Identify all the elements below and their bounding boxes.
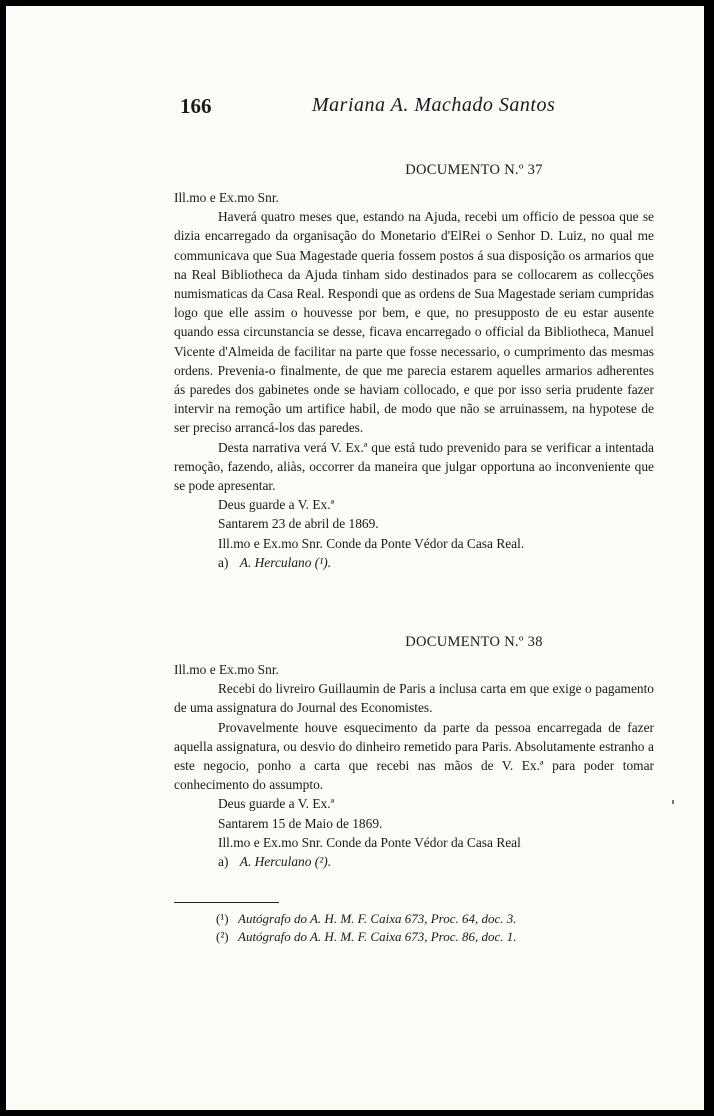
running-head: Mariana A. Machado Santos: [312, 94, 556, 116]
footnote: (¹) Autógrafo do A. H. M. F. Caixa 673, Proc. 64, doc. 3.: [216, 911, 517, 926]
recipient: Ill.mo e Ex.mo Snr. Conde da Ponte Védor da Casa Real: [218, 834, 521, 850]
footnote-rule: [174, 902, 279, 903]
page-number: 166: [180, 94, 212, 118]
page-header: [180, 94, 580, 118]
paragraph: Haverá quatro meses que, estando na Ajuda, recebi um officio de pessoa que se dizia encarregado da organisação do Monetario d'ElRei o Senhor D. Luiz, no qual me communicava que Sua Magestade queria fossem postos á sua disposição os armarios que na Real Bibliotheca da Ajuda tinham sido destinados para se collocarem as collecções numismaticas da Casa Real. Respondi que as ordens de Sua Magestade seriam cumpridas logo que elle assim o houvesse por bem, e que, no presupposto de eu estar ausente quando essa circunstancia se desse, ficava encarregado o official da Bibliotheca, Manuel Vicente d'Almeida de facilitar na parte que fosse necessario, o cumprimento das mesmas ordens. Prevenia-o finalmente, de que me parecia estarem aquelles armarios adherentes ás paredes dos gabinetes onde se haviam collocado, e que por isso seria prudente fazer intervir na remoção um artifice habil, de modo que não se arruinassem, na hypotese de ser preciso arrancá-los das paredes.: [174, 209, 654, 436]
place-date: Santarem 15 de Maio de 1869.: [218, 815, 383, 831]
paragraph: Recebi do livreiro Guillaumin de Paris a inclusa carta em que exige o pagamento de uma assignatura do Journal des Economistes.: [174, 681, 654, 716]
footnotes: [216, 910, 636, 946]
document-37-title: DOCUMENTO N.º 37: [405, 162, 543, 178]
paragraph: Desta narrativa verá V. Ex.ª que está tudo prevenido para se verificar a intentada remoção, fazendo, aliàs, occorrer da maneira que julgar opportuna ao inconveniente que se pode apresentar.: [174, 439, 654, 494]
salutation: Ill.mo e Ex.mo Snr.: [174, 662, 279, 677]
salutation: Ill.mo e Ex.mo Snr.: [174, 190, 279, 205]
signature: a) A. Herculano (²).: [218, 854, 332, 870]
footnote: (²) Autógrafo do A. H. M. F. Caixa 673, Proc. 86, doc. 1.: [216, 929, 517, 944]
paragraph: Provavelmente houve esquecimento da parte da pessoa encarregada de fazer aquella assignatura, ou desvio do dinheiro remetido para Paris. Absolutamente estranho a este negocio, ponho a carta que recebi nas mãos de V. Ex.ª para poder tomar conhecimento do assumpto.: [174, 719, 654, 793]
recipient: Ill.mo e Ex.mo Snr. Conde da Ponte Védor da Casa Real.: [218, 535, 525, 551]
document-37-body: [174, 188, 654, 572]
document-38-body: [174, 660, 654, 871]
closing: Deus guarde a V. Ex.ª: [218, 497, 335, 513]
document-38-title: DOCUMENTO N.º 38: [405, 634, 543, 650]
place-date: Santarem 23 de abril de 1869.: [218, 516, 379, 532]
signature: a) A. Herculano (¹).: [218, 554, 332, 570]
closing: Deus guarde a V. Ex.ª: [218, 796, 335, 812]
speck: [672, 800, 674, 804]
